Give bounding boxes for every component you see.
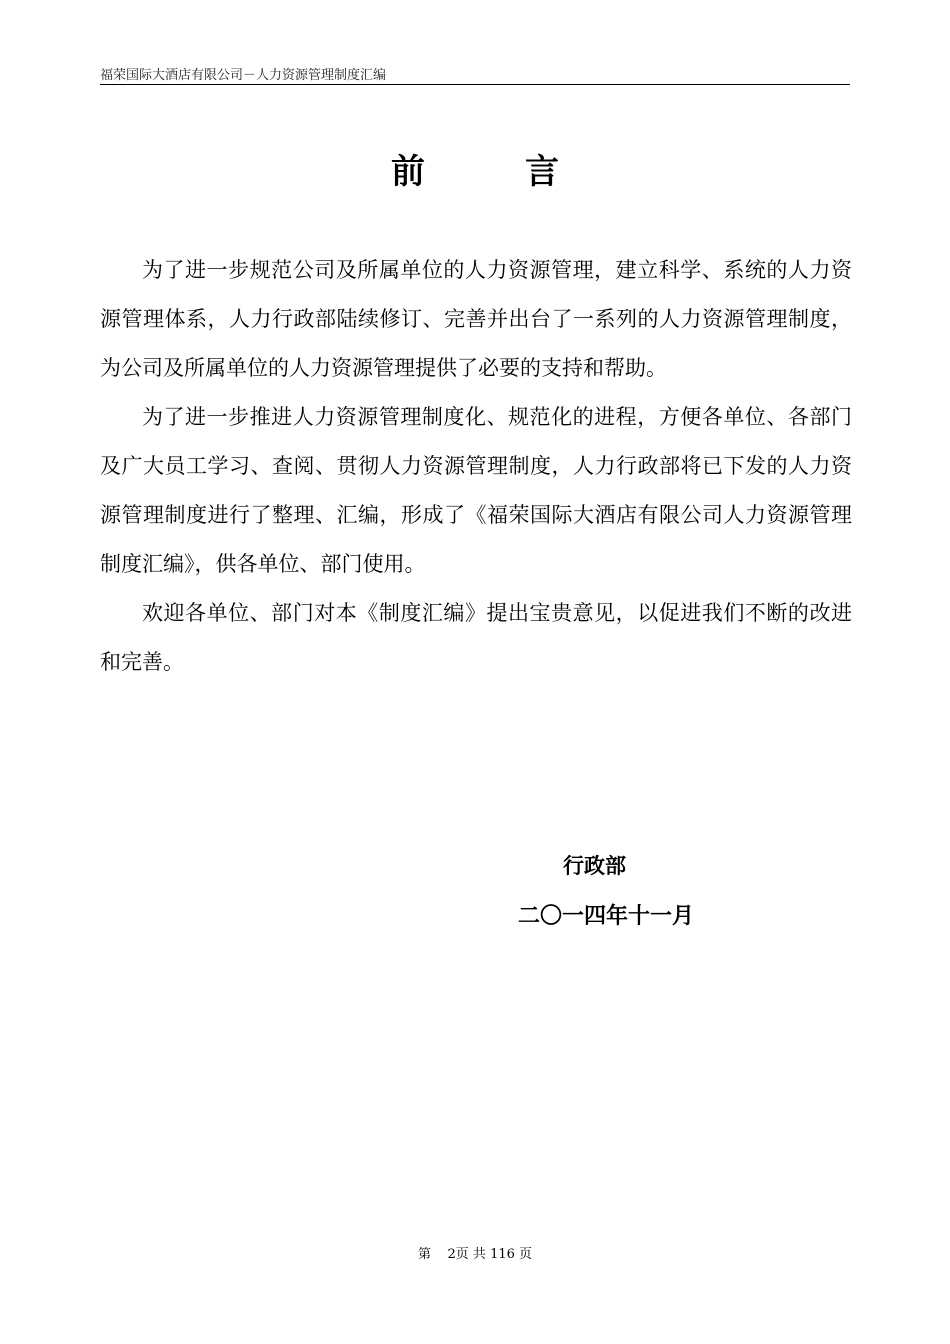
signature-date: 二〇一四年十一月 [518, 904, 695, 929]
footer-total-pages: 116 [490, 1247, 515, 1262]
footer-prefix: 第 [417, 1247, 431, 1262]
paragraph-3: 欢迎各单位、部门对本《制度汇编》提出宝贵意见，以促进我们不断的改进和完善。 [100, 601, 852, 674]
footer-suffix: 页 [519, 1247, 533, 1262]
header-divider [100, 84, 850, 85]
footer-middle: 页 共 [455, 1247, 486, 1262]
preface-body [100, 246, 852, 687]
page-footer [0, 1246, 950, 1264]
running-header: 福荣国际大酒店有限公司－人力资源管理制度汇编 [100, 68, 387, 83]
signature-department: 行政部 [563, 854, 626, 878]
page-title: 前言 [391, 152, 659, 192]
footer-page-number: 2 [447, 1247, 456, 1262]
paragraph-2: 为了进一步推进人力资源管理制度化、规范化的进程，方便各单位、各部门及广大员工学习、查阅、贯彻人力资源管理制度，人力行政部将已下发的人力资源管理制度进行了整理、汇编，形成了《福荣国际大酒店有限公司人力资源管理制度汇编》，供各单位、部门使用。 [100, 405, 852, 576]
paragraph-1: 为了进一步规范公司及所属单位的人力资源管理，建立科学、系统的人力资源管理体系，人力行政部陆续修订、完善并出台了一系列的人力资源管理制度，为公司及所属单位的人力资源管理提供了必要的支持和帮助。 [100, 258, 852, 380]
